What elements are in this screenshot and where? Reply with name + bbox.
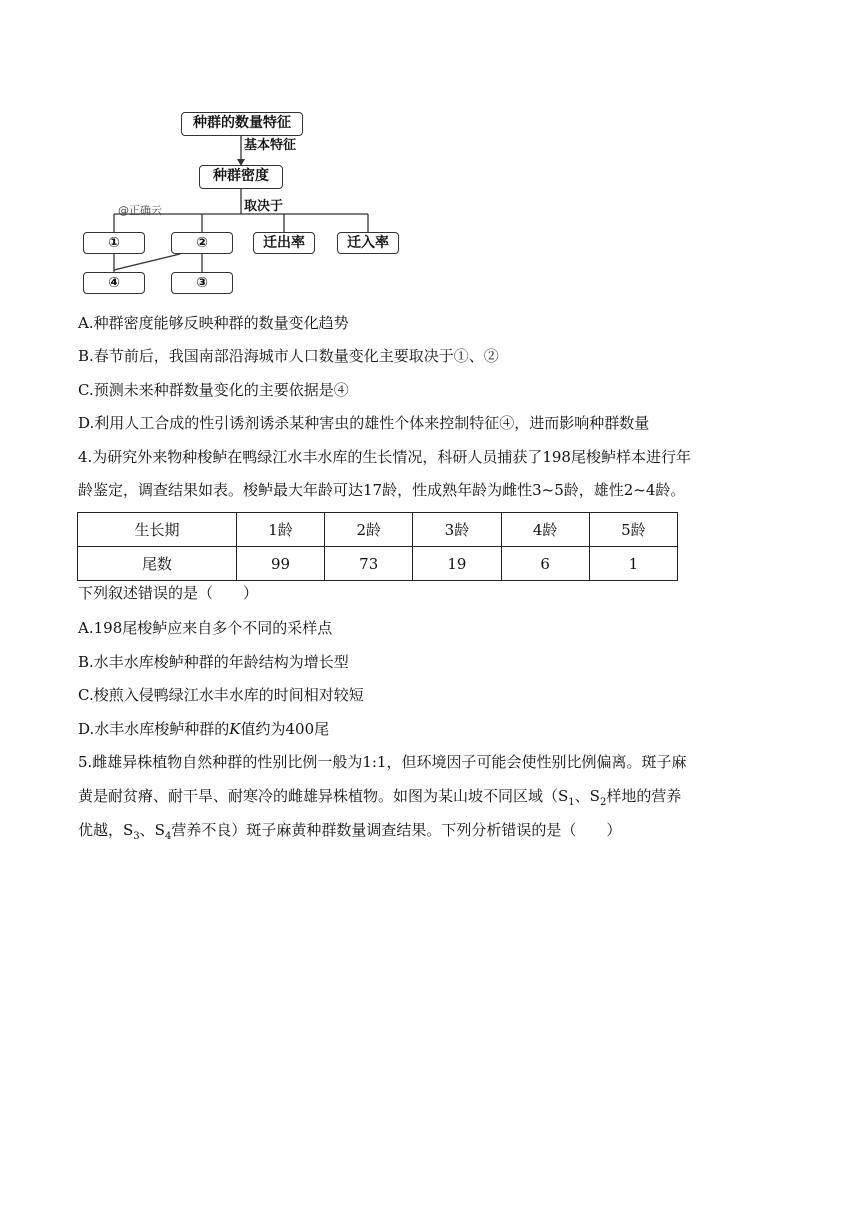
q4-option-d-post: 值约为400尾 [240,720,330,738]
table-cell: 尾数 [78,547,237,581]
box-1 [83,232,145,254]
q4-option-a: A.198尾梭鲈应来自多个不同的采样点 [78,619,333,637]
table-cell: 73 [325,547,413,581]
watermark: @正确云 [118,204,162,217]
table-cell: 生长期 [78,513,237,547]
table-cell: 4龄 [501,513,589,547]
table-cell: 5龄 [589,513,677,547]
q4-option-c: C.梭煎入侵鸭绿江水丰水库的时间相对较短 [78,686,364,704]
table-cell: 99 [236,547,324,581]
q5-stem-line1: 5.雌雄异株植物自然种群的性别比例一般为1:1，但环境因子可能会使性别比例偏离。斑子麻 [78,753,687,771]
q5-stem-line3 [78,820,621,847]
q5-line2-text-c: 样地的营养 [606,787,682,805]
branch-label-depends-on: 取决于 [244,199,284,214]
box-immigration-rate [337,232,399,254]
q5-line3-text-c: 营养不良）斑子麻黄种群数量调查结果。下列分析错误的是（ ） [171,821,622,839]
table-cell: 19 [413,547,501,581]
q5-line2-text-b: 、S [574,787,600,805]
box-3-label: ③ [196,275,208,291]
q4-option-d-pre: D.水丰水库梭鲈种群的 [78,720,230,738]
table-cell: 2龄 [325,513,413,547]
box-immigration-rate-label: 迁入率 [347,235,389,251]
q3-option-b: B.春节前后，我国南部沿海城市人口数量变化主要取决于①、② [78,347,499,365]
q5-line2-text-a: 黄是耐贫瘠、耐干旱、耐寒冷的雌雄异株植物。如图为某山坡不同区域（S [78,787,569,805]
q4-prompt: 下列叙述错误的是（ ） [78,584,259,602]
subscript-1: 1 [568,797,575,808]
box-1-label: ① [108,235,120,251]
table-cell: 6 [501,547,589,581]
q5-stem-line2 [78,786,681,813]
box-population-features-label: 种群的数量特征 [193,115,291,131]
q4-stem-line2: 龄鉴定，调查结果如表。梭鲈最大年龄可达17龄，性成熟年龄为雌性3~5龄，雄性2~4龄。 [78,481,686,499]
box-4 [83,272,145,294]
subscript-3: 3 [133,831,140,842]
table-header-row [78,513,678,547]
box-population-features [181,112,303,136]
box-4-label: ④ [108,275,120,291]
box-population-density-label: 种群密度 [213,168,269,184]
table-cell: 3龄 [413,513,501,547]
q5-line3-text-b: 、S [139,821,165,839]
q5-line3-text-a: 优越，S [78,821,134,839]
table-cell: 1 [589,547,677,581]
box-3 [171,272,233,294]
q3-option-c: C.预测未来种群数量变化的主要依据是④ [78,381,349,399]
table-cell: 1龄 [236,513,324,547]
table-row [78,547,678,581]
q3-option-a: A.种群密度能够反映种群的数量变化趋势 [78,314,349,332]
subscript-4: 4 [164,831,172,842]
box-population-density [199,165,283,189]
age-table [77,512,678,581]
q3-option-d: D.利用人工合成的性引诱剂诱杀某种害虫的雄性个体来控制特征④，进而影响种群数量 [78,414,650,432]
box-emigration-rate-label: 迁出率 [263,235,305,251]
q4-option-d [78,719,329,739]
subscript-2: 2 [599,797,607,808]
box-2 [171,232,233,254]
q4-option-b: B.水丰水库梭鲈种群的年龄结构为增长型 [78,653,349,671]
box-emigration-rate [253,232,315,254]
k-symbol: K [229,720,241,738]
arrow-label-basic-feature: 基本特征 [244,138,297,153]
q4-stem-line1: 4.为研究外来物种梭鲈在鸭绿江水丰水库的生长情况，科研人员捕获了198尾梭鲈样本进行年 [78,448,691,466]
box-2-label: ② [196,235,208,251]
population-diagram [80,108,410,298]
